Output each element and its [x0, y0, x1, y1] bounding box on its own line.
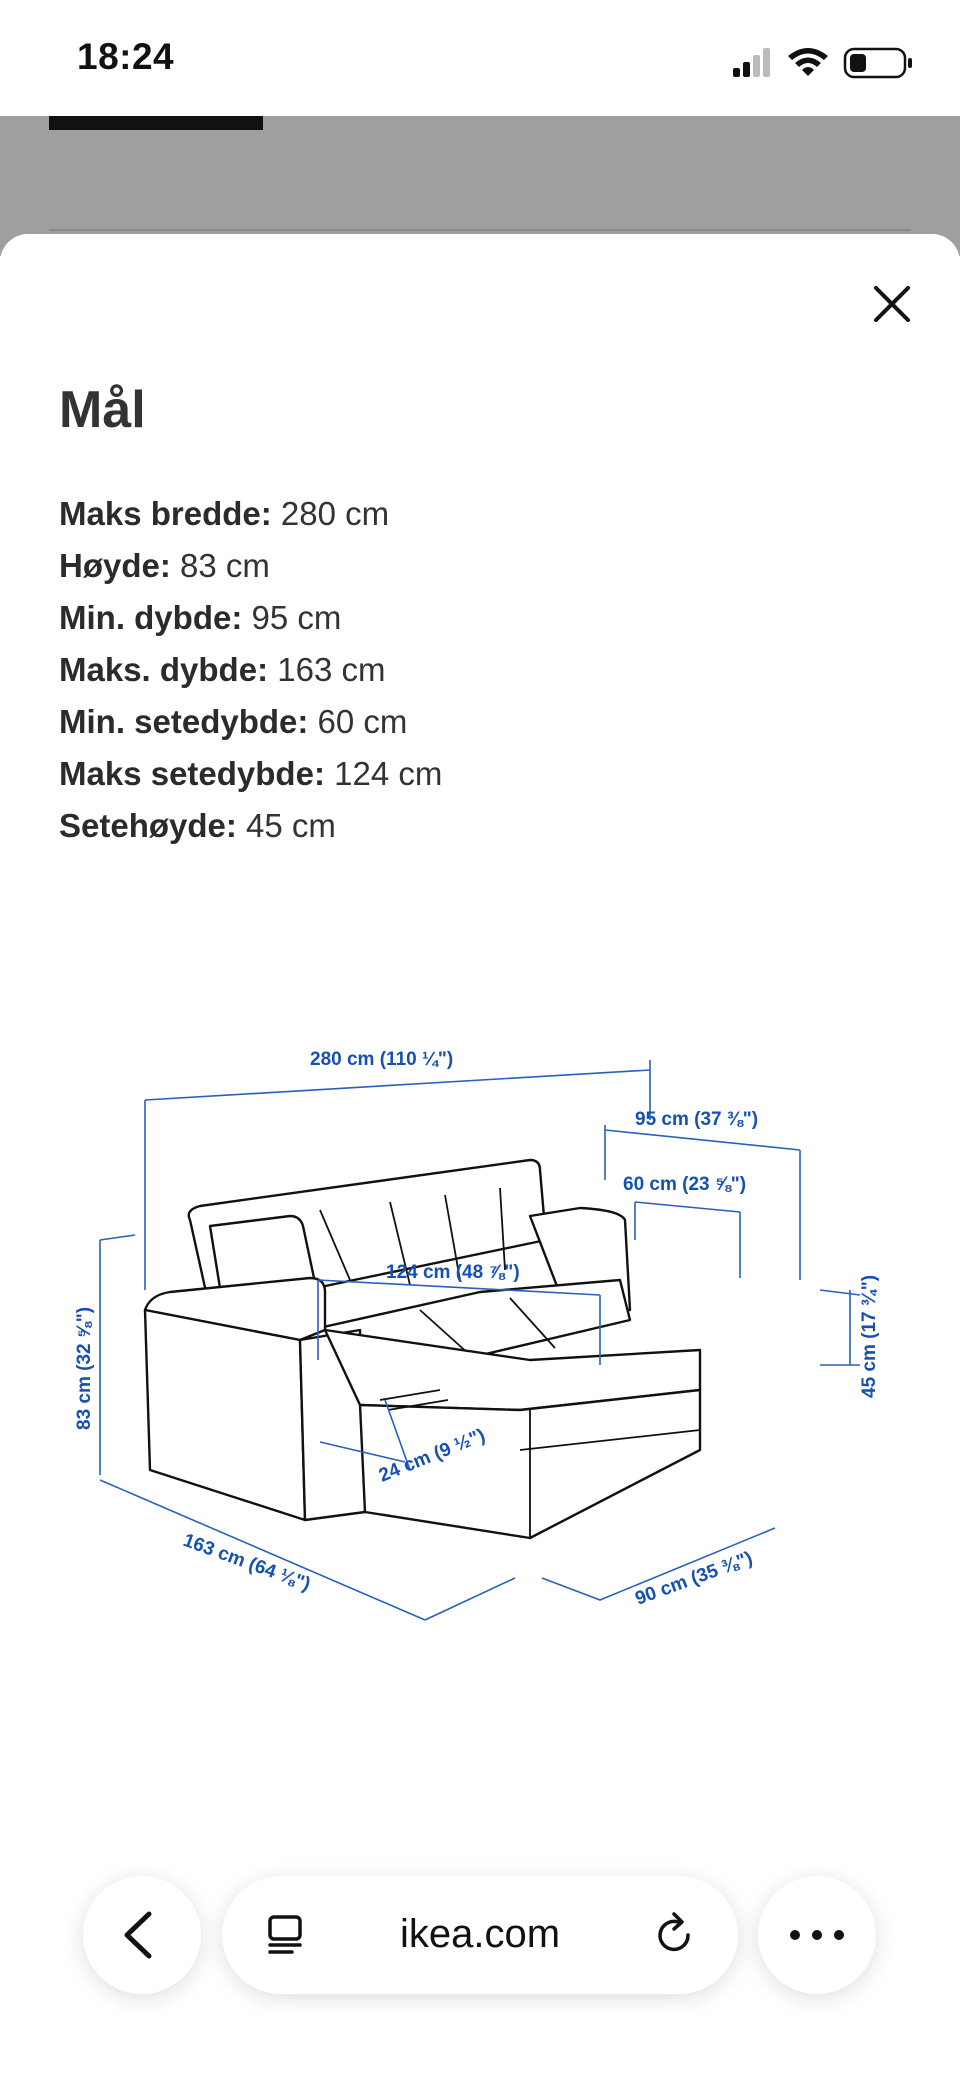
spec-max-width	[59, 488, 442, 540]
dim-label-chaise-width: 90 cm (35 ⅜")	[632, 1547, 756, 1610]
spec-label: Min. setedybde:	[59, 703, 309, 740]
dim-label-min-depth: 95 cm (37 ⅜")	[635, 1109, 759, 1130]
spec-seat-height	[59, 800, 442, 852]
battery-icon	[845, 49, 912, 77]
address-bar[interactable]	[222, 1876, 738, 1994]
status-bar	[0, 0, 960, 116]
sofa-drawing	[145, 1160, 700, 1538]
more-dots-icon	[758, 1876, 876, 1994]
spec-label: Maks bredde:	[59, 495, 272, 532]
spec-label: Høyde:	[59, 547, 171, 584]
spec-value: 124 cm	[334, 755, 443, 792]
chevron-left-icon	[83, 1876, 201, 1994]
spec-value: 60 cm	[317, 703, 408, 740]
spec-value: 45 cm	[246, 807, 336, 844]
dim-label-min-seat-depth: 60 cm (23 ⅝")	[623, 1174, 747, 1195]
close-icon[interactable]	[866, 278, 918, 330]
spec-label: Maks setedybde:	[59, 755, 325, 792]
dim-label-max-seat-depth: 124 cm (48 ⅞")	[386, 1262, 520, 1283]
cellular-signal-icon	[733, 48, 770, 77]
dim-label-width: 280 cm (110 ¼")	[310, 1049, 454, 1070]
sofa-dimension-diagram	[60, 1030, 900, 1630]
spec-max-seat-depth	[59, 748, 442, 800]
browser-toolbar	[0, 1860, 960, 2078]
url-text: ikea.com	[399, 1912, 561, 1956]
spec-max-depth	[59, 644, 442, 696]
back-button[interactable]	[83, 1876, 201, 1994]
spec-value: 83 cm	[180, 547, 270, 584]
spec-value: 280 cm	[280, 495, 390, 532]
dim-label-height: 83 cm (32 ⅝")	[74, 1306, 95, 1430]
dim-label-seat-height: 45 cm (17 ¾")	[859, 1274, 880, 1398]
dimensions-list	[59, 488, 442, 852]
spec-label: Min. dybde:	[59, 599, 243, 636]
spec-height	[59, 540, 442, 592]
spec-min-seat-depth	[59, 696, 442, 748]
backdrop-tab-indicator	[49, 116, 263, 130]
spec-value: 163 cm	[277, 651, 386, 688]
dim-label-max-depth: 163 cm (64 ⅛")	[180, 1529, 314, 1596]
spec-label: Maks. dybde:	[59, 651, 269, 688]
backdrop-divider	[49, 229, 911, 231]
spec-min-depth	[59, 592, 442, 644]
spec-label: Setehøyde:	[59, 807, 237, 844]
dim-label-armrest: 24 cm (9 ½")	[376, 1425, 489, 1487]
spec-value: 95 cm	[251, 599, 342, 636]
status-time: 18:24	[77, 36, 175, 77]
reload-icon[interactable]	[644, 1905, 704, 1965]
status-icons	[733, 44, 918, 80]
sheet-title: Mål	[59, 381, 146, 439]
more-button[interactable]	[758, 1876, 876, 1994]
wifi-icon	[788, 48, 828, 76]
home-indicator-area	[0, 2052, 960, 2078]
